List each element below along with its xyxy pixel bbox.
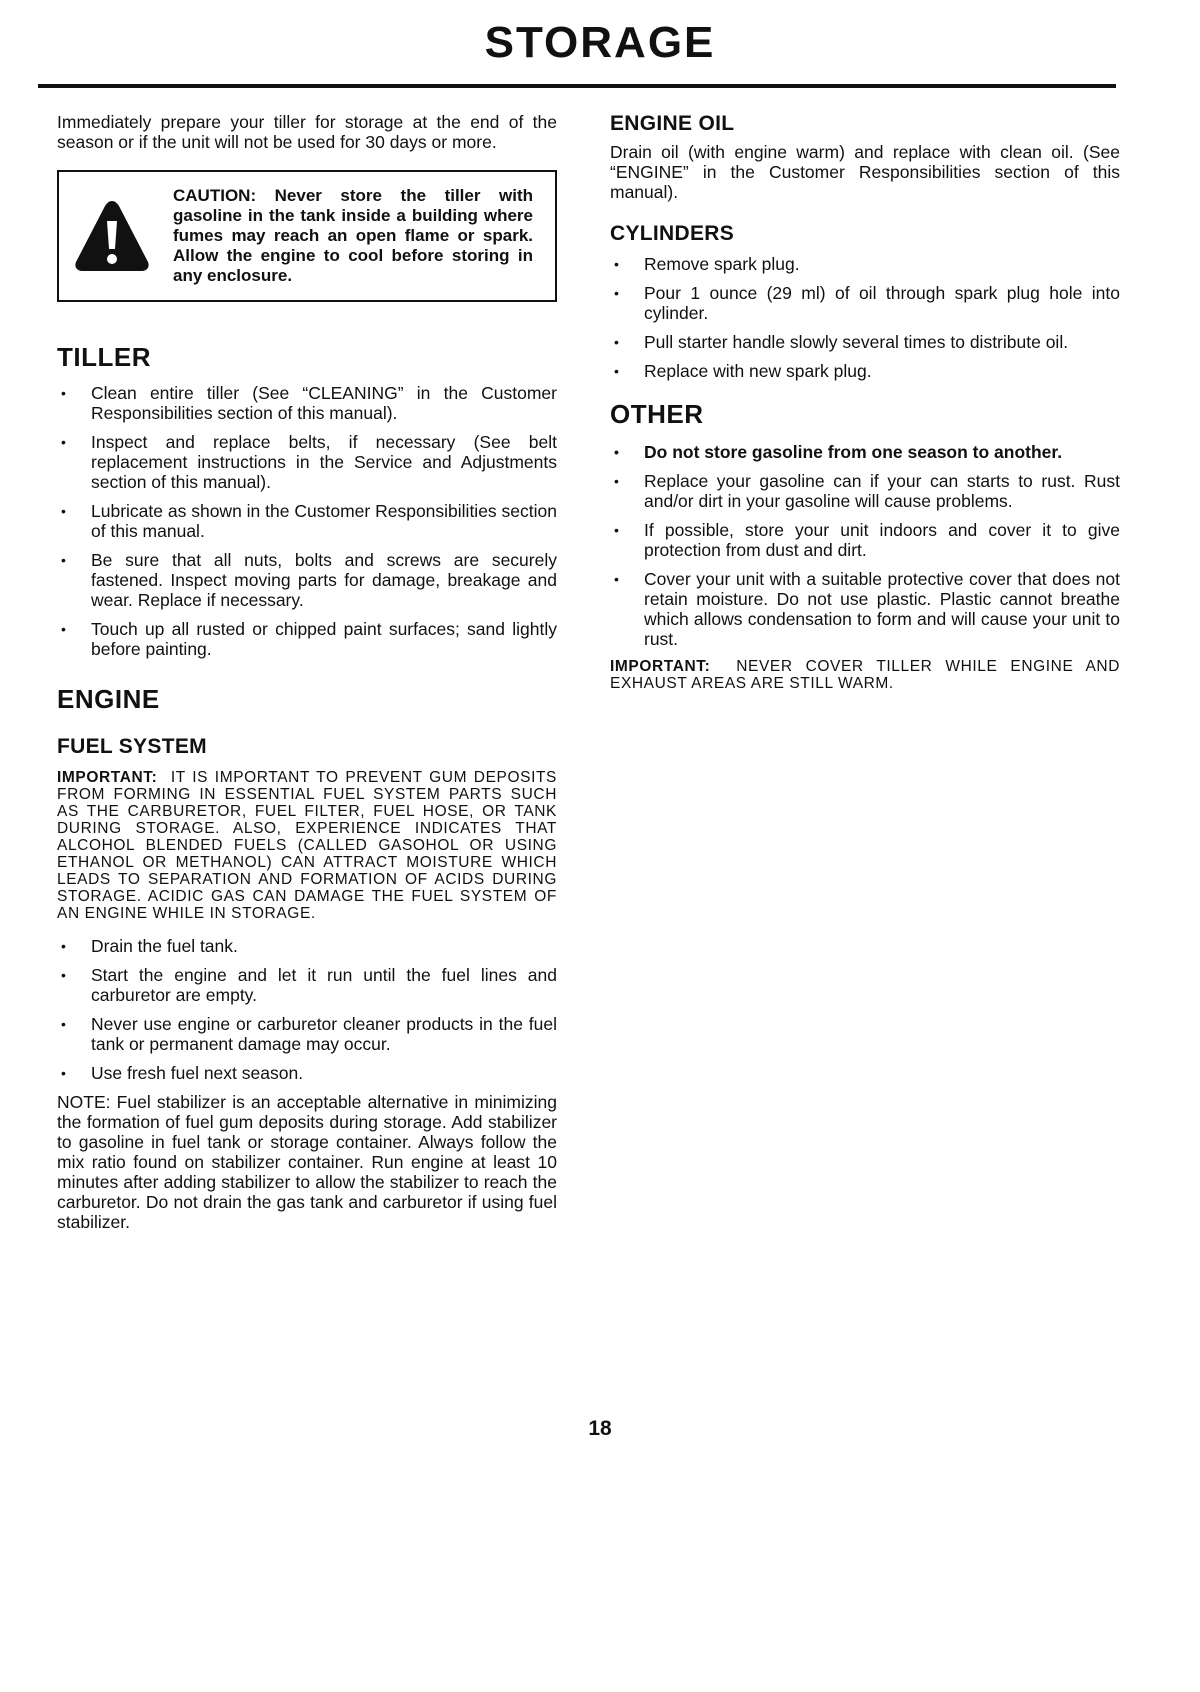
engine-heading: ENGINE	[57, 684, 160, 714]
fuel-stabilizer-note: NOTE: Fuel stabilizer is an acceptable alternative in minimizing the formation of fuel gum deposits during storage. Add stabilizer to gasoline in fuel tank or storage container. Always follow the mix ratio found on stabilizer container. Run engine at least 10 minutes after adding stabilizer to allow the stabilizer to reach the carburetor. Do not drain the gas tank and carburetor if using fuel stabilizer.	[57, 1092, 557, 1232]
tiller-heading: TILLER	[57, 342, 151, 372]
fuel-important-note	[57, 769, 557, 922]
list-item: • Remove spark plug.	[610, 254, 1120, 274]
important-text: IT IS IMPORTANT TO PREVENT GUM DEPOSITS FROM FORMING IN ESSENTIAL FUEL SYSTEM PARTS SUCH AS THE CARBURETOR, FUEL FILTER, FUEL HOSE, OR TANK DURING STORAGE. ALSO, EXPERIENCE INDICATES THAT ALCOHOL BLENDED FUELS (CALLED GASOHOL OR USING ETHANOL OR METHANOL) CAN ATTRACT MOISTURE WHICH LEADS TO SEPARATION AND FORMATION OF ACIDS DURING STORAGE. ACIDIC GAS CAN DAMAGE THE FUEL SYSTEM OF AN ENGINE WHILE IN STORAGE.	[57, 769, 557, 922]
list-item: • Replace your gasoline can if your can starts to rust. Rust and/or dirt in your gasoline will cause problems.	[610, 471, 1120, 511]
other-important-note	[610, 658, 1120, 692]
fuel-system-list	[57, 936, 557, 1083]
right-column	[610, 112, 1120, 692]
intro-paragraph: Immediately prepare your tiller for storage at the end of the season or if the unit will not be used for 30 days or more.	[57, 112, 557, 152]
title-rule	[38, 84, 1116, 88]
warning-triangle-icon	[73, 199, 151, 273]
caution-box	[57, 170, 557, 302]
engine-oil-text: Drain oil (with engine warm) and replace with clean oil. (See “ENGINE” in the Customer Responsibilities section of this manual).	[610, 142, 1120, 202]
list-item: • Inspect and replace belts, if necessary (See belt replacement instructions in the Service and Adjustments section of this manual).	[57, 432, 557, 492]
list-item: • Replace with new spark plug.	[610, 361, 1120, 381]
other-heading: OTHER	[610, 399, 704, 429]
page-title: STORAGE	[484, 18, 716, 67]
important-label: IMPORTANT:	[57, 769, 158, 786]
list-item: • Pull starter handle slowly several times to distribute oil.	[610, 332, 1120, 352]
caution-text: CAUTION: Never store the tiller with gasoline in the tank inside a building where fumes may reach an open flame or spark. Allow the engine to cool before storing in any enclosure.	[173, 186, 533, 285]
tiller-list	[57, 383, 557, 659]
important-label: IMPORTANT:	[610, 658, 711, 675]
list-item: • Clean entire tiller (See “CLEANING” in the Customer Responsibilities section of this manual).	[57, 383, 557, 423]
other-list	[610, 442, 1120, 649]
engine-oil-heading: ENGINE OIL	[610, 112, 735, 135]
list-item: • Pour 1 ounce (29 ml) of oil through spark plug hole into cylinder.	[610, 283, 1120, 323]
fuel-system-heading: FUEL SYSTEM	[57, 735, 207, 758]
list-item: • Cover your unit with a suitable protective cover that does not retain moisture. Do not use plastic. Plastic cannot breathe which allows condensation to form and will cause your unit to rust.	[610, 569, 1120, 649]
list-item: • Touch up all rusted or chipped paint surfaces; sand lightly before painting.	[57, 619, 557, 659]
page-number: 18	[588, 1417, 612, 1440]
list-item: • Lubricate as shown in the Customer Responsibilities section of this manual.	[57, 501, 557, 541]
list-item: • Start the engine and let it run until the fuel lines and carburetor are empty.	[57, 965, 557, 1005]
list-item: • Be sure that all nuts, bolts and screws are securely fastened. Inspect moving parts for damage, breakage and wear. Replace if necessary.	[57, 550, 557, 610]
important-text: NEVER COVER TILLER WHILE ENGINE AND EXHAUST AREAS ARE STILL WARM.	[610, 658, 1120, 692]
list-item: • Drain the fuel tank.	[57, 936, 557, 956]
cylinders-heading: CYLINDERS	[610, 222, 735, 245]
list-item: • If possible, store your unit indoors and cover it to give protection from dust and dirt.	[610, 520, 1120, 560]
list-item: • Do not store gasoline from one season to another.	[610, 442, 1120, 462]
list-item: • Use fresh fuel next season.	[57, 1063, 557, 1083]
cylinders-list	[610, 254, 1120, 381]
left-column	[57, 112, 557, 1232]
list-item: • Never use engine or carburetor cleaner products in the fuel tank or permanent damage may occur.	[57, 1014, 557, 1054]
